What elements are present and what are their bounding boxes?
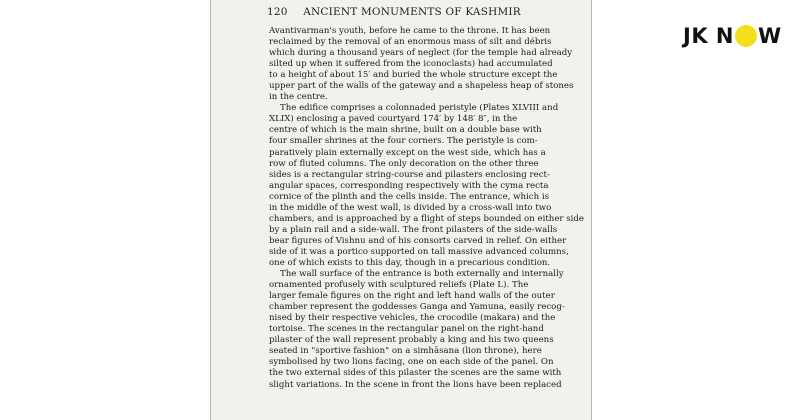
text-line: seated in "sportive fashion" on a simhāsana (lion throne), here <box>269 346 542 357</box>
running-title: ANCIENT MONUMENTS OF KASHMIR <box>303 6 521 18</box>
logo-text-right: W <box>757 24 782 48</box>
text-line: by a plain rail and a side-wall. The front pilasters of the side-walls <box>269 224 558 235</box>
text-line: in the middle of the west wall, is divided by a cross-wall into two <box>269 202 552 213</box>
text-line: reclaimed by the removal of an enormous mass of silt and débris <box>269 37 552 48</box>
text-line: the two external sides of this pilaster the scenes are the same with <box>269 368 562 379</box>
text-line: centre of which is the main shrine, built on a double base with <box>269 125 542 136</box>
text-line: upper part of the walls of the gateway and a shapeless heap of stones <box>269 81 574 92</box>
text-line: one of which exists to this day, though in a precarious condition. <box>269 257 551 268</box>
page-number: 120 <box>267 6 288 18</box>
text-line: row of fluted columns. The only decoration on the other three <box>269 158 539 169</box>
text-line: chamber represent the goddesses Ganga and Yamuna, easily recog- <box>269 302 565 313</box>
text-line: tortoise. The scenes in the rectangular panel on the right-hand <box>269 324 544 335</box>
text-line: XLIX) enclosing a paved courtyard 174′ by 148′ 8″, in the <box>269 114 518 125</box>
text-line: side of it was a portico supported on tall massive advanced columns, <box>269 246 569 257</box>
text-line: The edifice comprises a colonnaded peristyle (Plates XLVIII and <box>280 103 559 114</box>
text-line: The wall surface of the entrance is both externally and internally <box>280 269 564 280</box>
text-line: pilaster of the wall represent probably a king and his two queens <box>269 335 554 346</box>
text-line: bear figures of Vishnu and of his consorts carved in relief. On either <box>269 235 567 246</box>
page-body-text <box>269 26 587 391</box>
logo-o-circle-icon <box>735 25 757 47</box>
text-line: in the centre. <box>269 92 328 103</box>
text-line: paratively plain externally except on the west side, which has a <box>269 147 546 158</box>
text-line: which during a thousand years of neglect (for the temple had already <box>269 48 573 59</box>
text-line: symbolised by two lions facing, one on each side of the panel. On <box>269 357 554 368</box>
text-line: silted up when it suffered from the iconoclasts) had accumulated <box>269 59 553 70</box>
text-line: angular spaces, corresponding respectively with the cyma recta <box>269 180 549 191</box>
text-line: ornamented profusely with sculptured reliefs (Plate L). The <box>269 280 529 291</box>
text-line: nised by their respective vehicles, the crocodile (makara) and the <box>269 313 556 324</box>
text-line: chambers, and is approached by a flight of steps bounded on either side <box>269 213 584 224</box>
text-line: four smaller shrines at the four corners. The peristyle is com- <box>269 136 538 147</box>
text-line: larger female figures on the right and left hand walls of the outer <box>269 291 555 302</box>
jk-now-logo <box>683 24 782 48</box>
text-line: cornice of the plinth and the cells inside. The entrance, which is <box>269 191 550 202</box>
logo-text-left: JK N <box>683 24 734 48</box>
text-line: Avantivarman's youth, before he came to the throne. It has been <box>269 26 551 36</box>
text-line: slight variations. In the scene in front the lions have been replaced <box>269 379 562 390</box>
page-header <box>267 6 521 18</box>
text-line: to a height of about 15′ and buried the whole structure except the <box>269 70 558 81</box>
scanned-book-page <box>210 0 592 420</box>
text-line: sides is a rectangular string-course and pilasters enclosing rect- <box>269 169 550 180</box>
